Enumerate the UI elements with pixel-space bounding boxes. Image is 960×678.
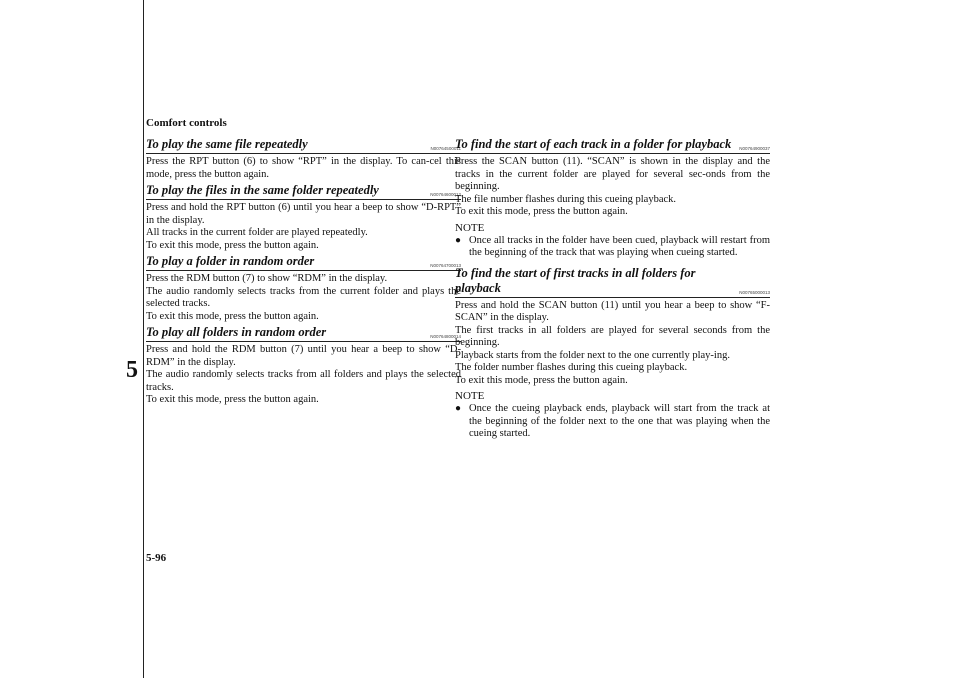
paragraph: To exit this mode, press the button again. bbox=[146, 239, 319, 251]
page-header: Comfort controls bbox=[146, 117, 227, 129]
section-code: N00764500011 bbox=[430, 146, 461, 151]
section-code: N00764800014 bbox=[430, 334, 461, 339]
section-code: N00764700013 bbox=[430, 263, 461, 268]
paragraph: The first tracks in all folders are played for several seconds from the beginning. bbox=[455, 324, 770, 348]
section-title: To play all folders in random order bbox=[146, 325, 327, 339]
paragraph: Playback starts from the folder next to the one currently play-ing. bbox=[455, 349, 730, 361]
paragraph: To exit this mode, press the button again. bbox=[146, 310, 319, 322]
paragraph: The file number flashes during this cueing playback. bbox=[455, 193, 677, 205]
section-heading bbox=[146, 325, 461, 342]
section-scan-track bbox=[455, 137, 770, 260]
bullet-icon: ● bbox=[455, 403, 462, 414]
section-scan-folders bbox=[455, 266, 770, 441]
note-item bbox=[455, 235, 770, 260]
paragraph: The folder number flashes during this cueing playback. bbox=[455, 362, 688, 373]
paragraph: Press and hold the RPT button (6) until you hear a beep to show “D-RPT” in the display. bbox=[146, 202, 461, 226]
paragraph: Press the RPT button (6) to show “RPT” in the display. To can-cel this mode, press the button again. bbox=[146, 156, 461, 180]
section-title: To play the files in the same folder repeatedly bbox=[146, 183, 379, 197]
page-number: 5-96 bbox=[146, 552, 167, 564]
paragraph: Press the SCAN button (11). “SCAN” is shown in the display and the tracks in the current folder are played for several sec-onds from the beginning. bbox=[455, 156, 770, 192]
paragraph: Press and hold the SCAN button (11) until you hear a beep to show “F-SCAN” in the display. bbox=[455, 299, 770, 323]
paragraph: To exit this mode, press the button again. bbox=[455, 374, 628, 386]
section-code: N00764900037 bbox=[739, 146, 770, 151]
chapter-divider bbox=[0, 0, 144, 678]
section-code: N00764600012 bbox=[430, 192, 461, 197]
section-random-folder bbox=[146, 254, 461, 323]
section-heading bbox=[146, 183, 461, 200]
paragraph: Press the RDM button (7) to show “RDM” in the display. bbox=[146, 273, 388, 284]
paragraph: The audio randomly selects tracks from all folders and plays the selected tracks. bbox=[146, 369, 461, 393]
paragraph: All tracks in the current folder are played repeatedly. bbox=[146, 227, 368, 238]
note-item bbox=[455, 403, 770, 441]
note-label: NOTE bbox=[455, 221, 485, 234]
note-text: Once all tracks in the folder have been cued, playback will restart from the beginning of the track that was playing when cueing started. bbox=[469, 234, 770, 258]
left-column bbox=[146, 137, 461, 409]
section-repeat-file bbox=[146, 137, 461, 181]
section-heading bbox=[146, 137, 461, 154]
section-title: To find the start of each track in a folder for playback bbox=[455, 137, 732, 151]
paragraph: Press and hold the RDM button (7) until you hear a beep to show “D-RDM” in the display. bbox=[146, 344, 461, 368]
section-repeat-folder bbox=[146, 183, 461, 252]
section-heading bbox=[455, 266, 770, 298]
section-code: N00765000013 bbox=[739, 289, 770, 295]
note-label: NOTE bbox=[455, 390, 485, 402]
paragraph: To exit this mode, press the button again. bbox=[146, 394, 319, 405]
section-heading bbox=[146, 254, 461, 271]
chapter-number: 5 bbox=[126, 357, 138, 383]
section-title: To play a folder in random order bbox=[146, 254, 315, 268]
section-heading bbox=[455, 137, 770, 154]
bullet-icon: ● bbox=[455, 234, 462, 246]
paragraph: To exit this mode, press the button again. bbox=[455, 206, 628, 217]
note-text: Once the cueing playback ends, playback will start from the track at the beginning of the folder next to the one that was playing when the cueing started. bbox=[469, 403, 770, 439]
right-column bbox=[455, 137, 770, 447]
section-title: To find the start of first tracks in all folders for playback bbox=[455, 265, 696, 295]
paragraph: The audio randomly selects tracks from the current folder and plays the selected tracks. bbox=[146, 285, 461, 309]
section-random-all bbox=[146, 325, 461, 407]
section-title: To play the same file repeatedly bbox=[146, 137, 308, 151]
